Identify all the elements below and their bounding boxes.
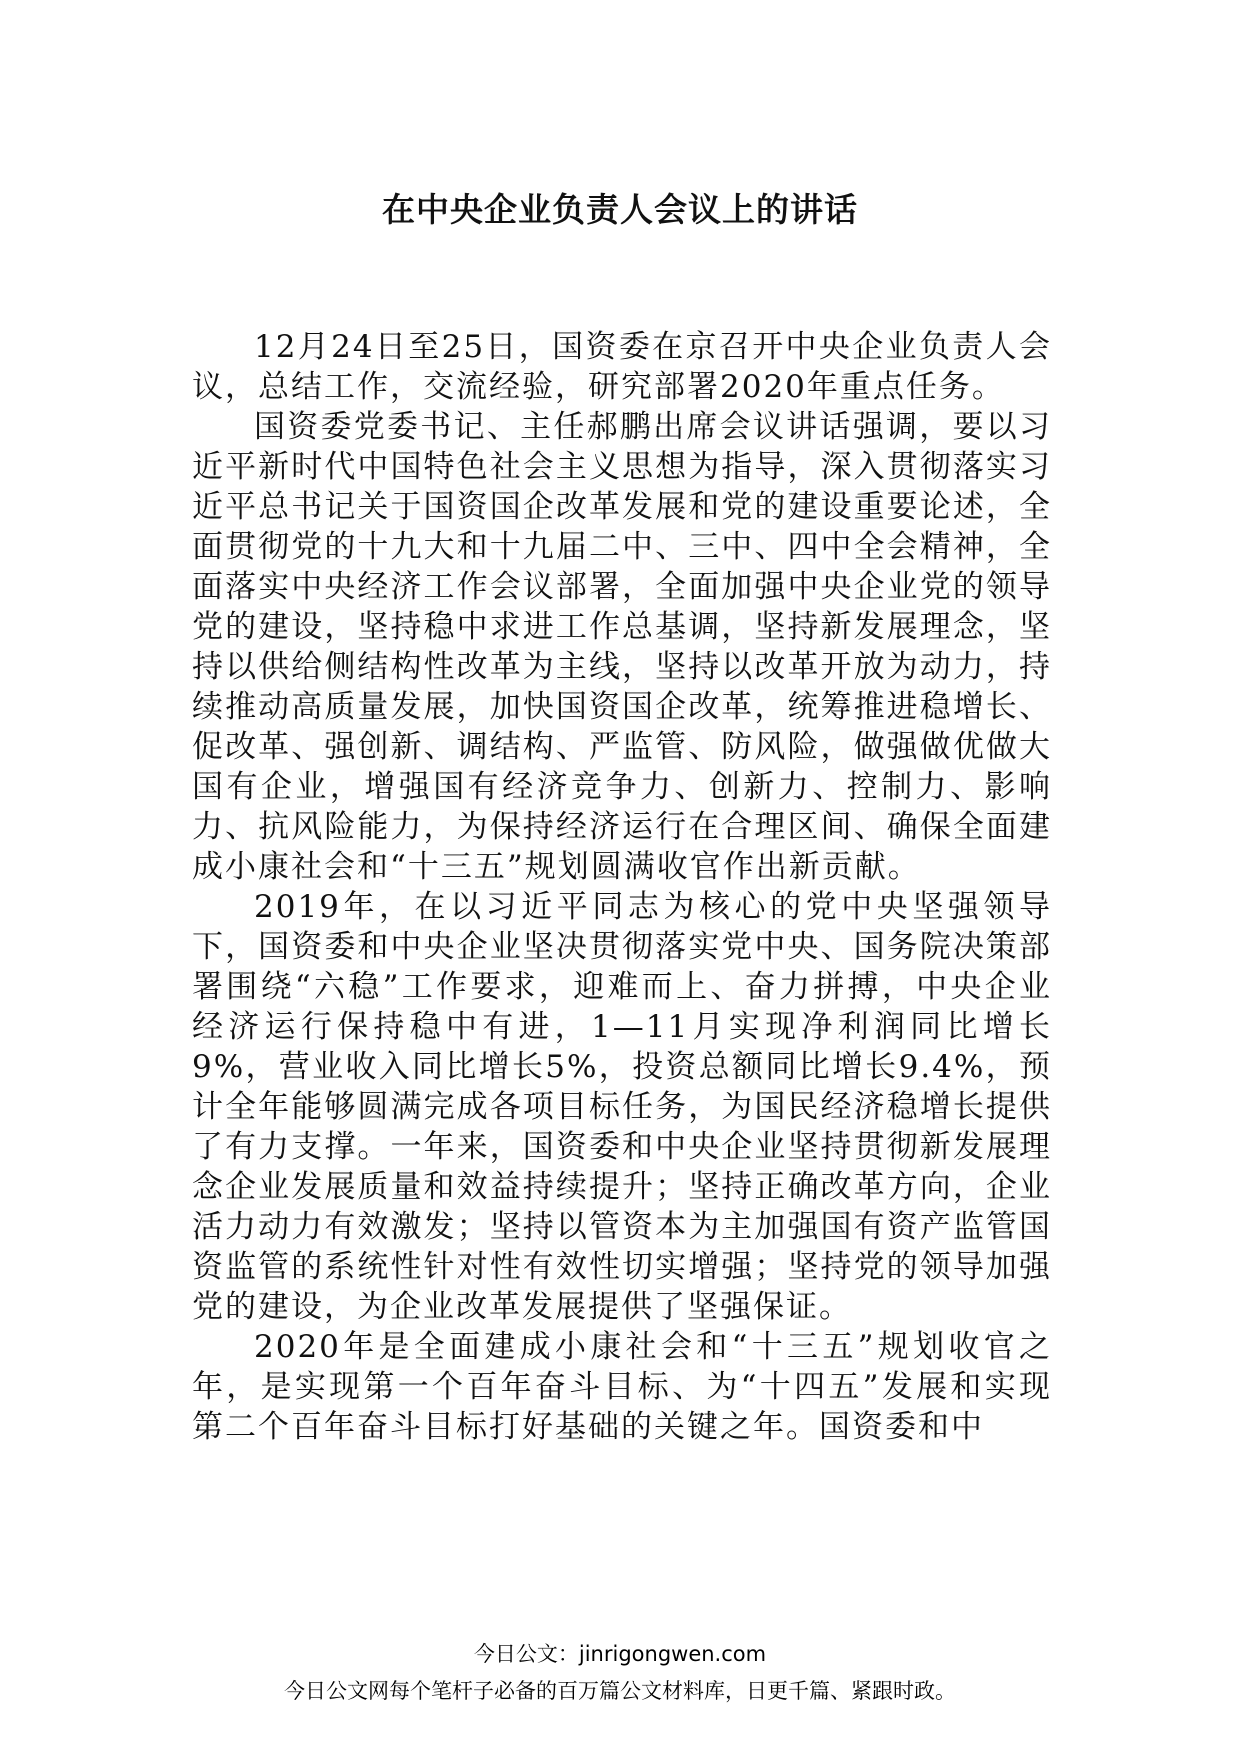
paragraph-2: 国资委党委书记、主任郝鹏出席会议讲话强调，要以习近平新时代中国特色社会主义思想为指导，深入贯彻落实习近平总书记关于国资国企改革发展和党的建设重要论述，全面贯彻党的十九大和十九届二中、三中、四中全会精神，全面落实中央经济工作会议部署，全面加强中央企业党的领导党的建设，坚持稳中求进工作总基调，坚持新发展理念，坚持以供给侧结构性改革为主线，坚持以改革开放为动力，持续推动高质量发展，加快国资国企改革，统筹推进稳增长、促改革、强创新、调结构、严监管、防风险，做强做优做大国有企业，增强国有经济竞争力、创新力、控制力、影响力、抗风险能力，为保持经济运行在合理区间、确保全面建成小康社会和“十三五”规划圆满收官作出新贡献。	[192, 409, 1052, 885]
paragraph-3: 2019年，在以习近平同志为核心的党中央坚强领导下，国资委和中央企业坚决贯彻落实党中央、国务院决策部署围绕“六稳”工作要求，迎难而上、奋力拼搏，中央企业经济运行保持稳中有进，1—11月实现净利润同比增长9%，营业收入同比增长5%，投资总额同比增长9.4%，预计全年能够圆满完成各项目标任务，为国民经济稳增长提供了有力支撑。一年来，国资委和中央企业坚持贯彻新发展理念企业发展质量和效益持续提升；坚持正确改革方向，企业活力动力有效激发；坚持以管资本为主加强国有资产监管国资监管的系统性针对性有效性切实增强；坚持党的领导加强党的建设，为企业改革发展提供了坚强保证。	[192, 889, 1052, 1325]
footer-slogan: 今日公文网每个笔杆子必备的百万篇公文材料库，日更千篇、紧跟时政。	[284, 1679, 956, 1703]
paragraph-1: 12月24日至25日，国资委在京召开中央企业负责人会议，总结工作，交流经验，研究部署2020年重点任务。	[192, 329, 1052, 405]
footer-site-line: 今日公文：jinrigongwen.com	[473, 1642, 767, 1666]
paragraph-4: 2020年是全面建成小康社会和“十三五”规划收官之年，是实现第一个百年奋斗目标、为“十四五”发展和实现第二个百年奋斗目标打好基础的关键之年。国资委和中	[192, 1329, 1052, 1445]
document-body	[192, 327, 1052, 1447]
document-title: 在中央企业负责人会议上的讲话	[382, 190, 858, 229]
